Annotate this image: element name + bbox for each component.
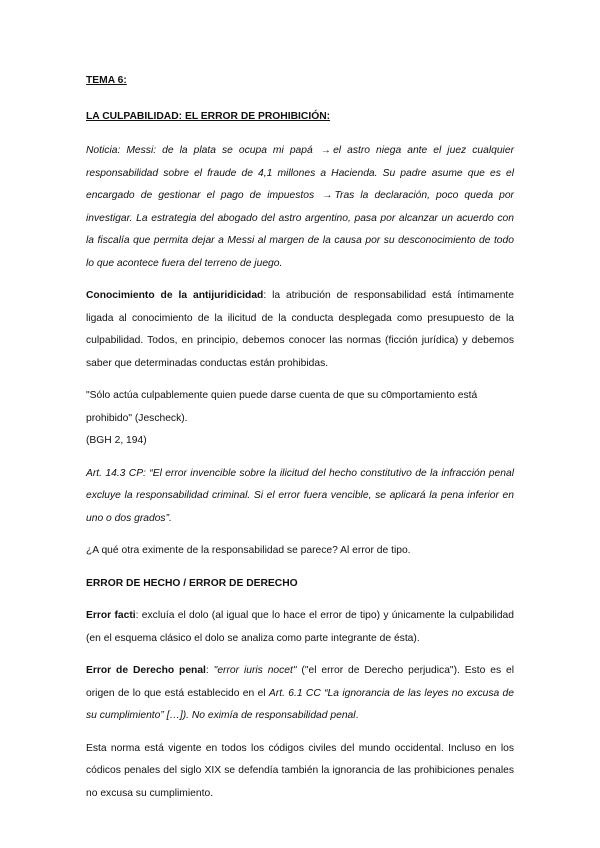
error-derecho-latin: "error iuris nocet" [213,665,297,676]
civil-code-article: Art. 6.1 CC “La ignorancia de las leyes no excusa de su cumplimiento” […]). No eximía de responsabilidad penal [86,687,514,721]
error-facti-text: : excluía el dolo (al igual que lo hace el error de tipo) y únicamente la culpabilidad (en el esquema clásico el dolo se analiza como parte integrante de ésta). [86,610,515,644]
question-paragraph [86,540,514,563]
document-title [86,106,514,129]
quote-reference-text: (BGH 2, 194) [86,435,147,446]
error-derecho-text: ("el error de Derecho perjudica"). Esto es el origen de lo que está establecido en el [86,665,514,699]
topic-number-text: TEMA 6: [86,75,127,86]
error-derecho-term: Error de Derecho penal [86,665,206,676]
news-part-1: Noticia: Messi: de la plata se ocupa mi papá [86,145,313,156]
error-derecho-sep: : [205,665,214,676]
document-title-text: LA CULPABILIDAD: EL ERROR DE PROHIBICIÓN: [86,110,331,122]
arrow-right-icon: → [320,145,332,156]
news-paragraph [86,140,514,275]
knowledge-term: Conocimiento de la antijuridicidad [86,290,264,301]
article-14-3 [86,463,514,531]
article-14-3-text: Art. 14.3 CP: “El error invencible sobre la ilicitud del hecho constitutivo de la infracción penal excluye la responsabilidad criminal. Si el error fuera vencible, se aplicará la pena inferior en uno o dos grados”. [86,467,514,524]
norm-text: Esta norma está vigente en todos los códigos civiles del mundo occidental. Incluso en los códicos penales del siglo XIX se defendía también la ignorancia de las prohibiciones penales no excusa su cumplimiento. [86,742,514,799]
jescheck-quote-text: "Sólo actúa culpablemente quien puede darse cuenta de que su c0mportamiento está prohibido" (Jescheck). [86,390,478,424]
error-derecho-paragraph [86,660,514,728]
error-facti-paragraph [86,605,514,650]
news-part-2: el astro niega ante el juez cualquier responsabilidad sobre el fraude de 4,1 millones a Hacienda. Su padre asume que es el encargado de gestionar el pago de impuestos [86,145,515,201]
norm-paragraph [86,738,514,806]
news-part-3: Tras la declaración, poco queda por investigar. La estrategia del abogado del astro argentino, pasa por alcanzar un acuerdo con la fiscalía que permita dejar a Messi al margen de la causa por su desconocimiento de todo lo que acontece fuera del terreno de juego. [86,190,514,269]
knowledge-paragraph [86,285,514,375]
error-derecho-end: . [355,710,359,721]
knowledge-text: : la atribución de responsabilidad está íntimamente ligada al conocimiento de la ilicitud de la conducta desplegada como presupuesto de la culpabilidad. Todos, en principio, debemos conocer las normas (ficción jurídica) y debemos saber que determinadas conductas están prohibidas. [86,290,515,369]
error-facti-term: Error facti [86,610,136,621]
arrow-right-icon: → [322,190,333,201]
question-text: ¿A qué otra eximente de la responsabilidad se parece? Al error de tipo. [86,545,411,556]
quote-reference [86,430,514,453]
jescheck-quote [86,385,514,430]
topic-number [86,70,514,93]
section-heading-error [86,573,514,596]
section-heading-error-text: ERROR DE HECHO / ERROR DE DERECHO [86,577,298,589]
